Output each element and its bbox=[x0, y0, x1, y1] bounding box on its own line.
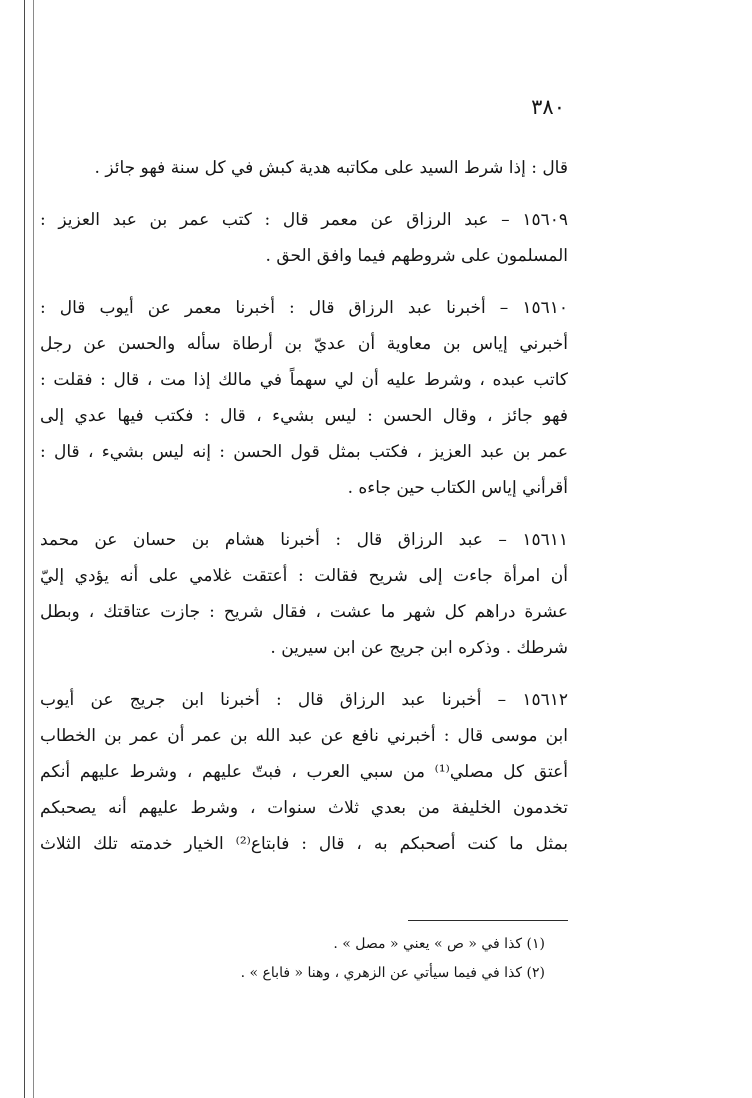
text-line: أخبرني إياس بن معاوية أن عديّ بن أرطاة سأله والحسن عن رجل bbox=[40, 334, 568, 354]
text-line: أقرأني إياس الكتاب حين جاءه . bbox=[347, 478, 568, 498]
text-line: كاتب عبده ، وشرط عليه أن لي سهماً في مالك إذا مت ، قال : فقلت : bbox=[40, 370, 568, 390]
text-line: تخدمون الخليفة من بعدي ثلاث سنوات ، وشرط عليهم أنه يصحبكم bbox=[40, 798, 568, 818]
text-line: ١٥٦٠٩ – عبد الرزاق عن معمر قال : كتب عمر بن عبد العزيز : bbox=[40, 210, 568, 230]
text-line: ١٥٦١٠ – أخبرنا عبد الرزاق قال : أخبرنا معمر عن أيوب قال : bbox=[40, 298, 568, 318]
text-line: المسلمون على شروطهم فيما وافق الحق . bbox=[265, 246, 568, 266]
hadith-15611 bbox=[40, 522, 568, 666]
left-margin-rule bbox=[24, 0, 25, 1098]
text-line: ١٥٦١١ – عبد الرزاق قال : أخبرنا هشام بن حسان عن محمد bbox=[40, 530, 568, 550]
text-line: ١٥٦١٢ – أخبرنا عبد الرزاق قال : أخبرنا ابن جريج عن أيوب bbox=[40, 690, 568, 710]
hadith-15609 bbox=[40, 202, 568, 274]
page-number: ٣٨٠ bbox=[531, 95, 565, 119]
text-line: عشرة دراهم كل شهر ما عشت ، فقال شريح : جازت عتاقتك ، وبطل bbox=[40, 602, 568, 622]
text-line: فهو جائز ، وقال الحسن : ليس بشيء ، قال : فكتب فيها عدي إلى bbox=[40, 406, 568, 426]
footnote-separator bbox=[408, 920, 568, 921]
page-body bbox=[40, 150, 568, 878]
footnotes bbox=[140, 930, 545, 988]
hadith-15610 bbox=[40, 290, 568, 506]
text-line: بمثل ما كنت أصحبكم به ، قال : فابتاع⁽²⁾ الخيار خدمته تلك الثلاث bbox=[40, 834, 568, 854]
text-line: أعتق كل مصلي⁽¹⁾ من سبي العرب ، فبتّ عليهم ، وشرط عليهم أنكم bbox=[40, 762, 568, 782]
hadith-15612 bbox=[40, 682, 568, 862]
text-line: قال : إذا شرط السيد على مكاتبه هدية كبش في كل سنة فهو جائز . bbox=[94, 158, 568, 178]
left-margin-rule-inner bbox=[33, 0, 34, 1098]
text-line: شرطك . وذكره ابن جريج عن ابن سيرين . bbox=[270, 638, 568, 658]
text-line: عمر بن عبد العزيز ، فكتب بمثل قول الحسن : إنه ليس بشيء ، قال : bbox=[40, 442, 568, 462]
paragraph-intro bbox=[40, 150, 568, 186]
footnote-1: (١) كذا في « ص » يعني « مصل » . bbox=[333, 936, 545, 952]
text-line: ابن موسى قال : أخبرني نافع عن عبد الله بن عمر أن عمر بن الخطاب bbox=[40, 726, 568, 746]
text-line: أن امرأة جاءت إلى شريح فقالت : أعتقت غلامي على أنه يؤدي إليّ bbox=[40, 566, 568, 586]
footnote-2: (٢) كذا في فيما سيأتي عن الزهري ، وهنا « فاباع » . bbox=[240, 965, 545, 981]
